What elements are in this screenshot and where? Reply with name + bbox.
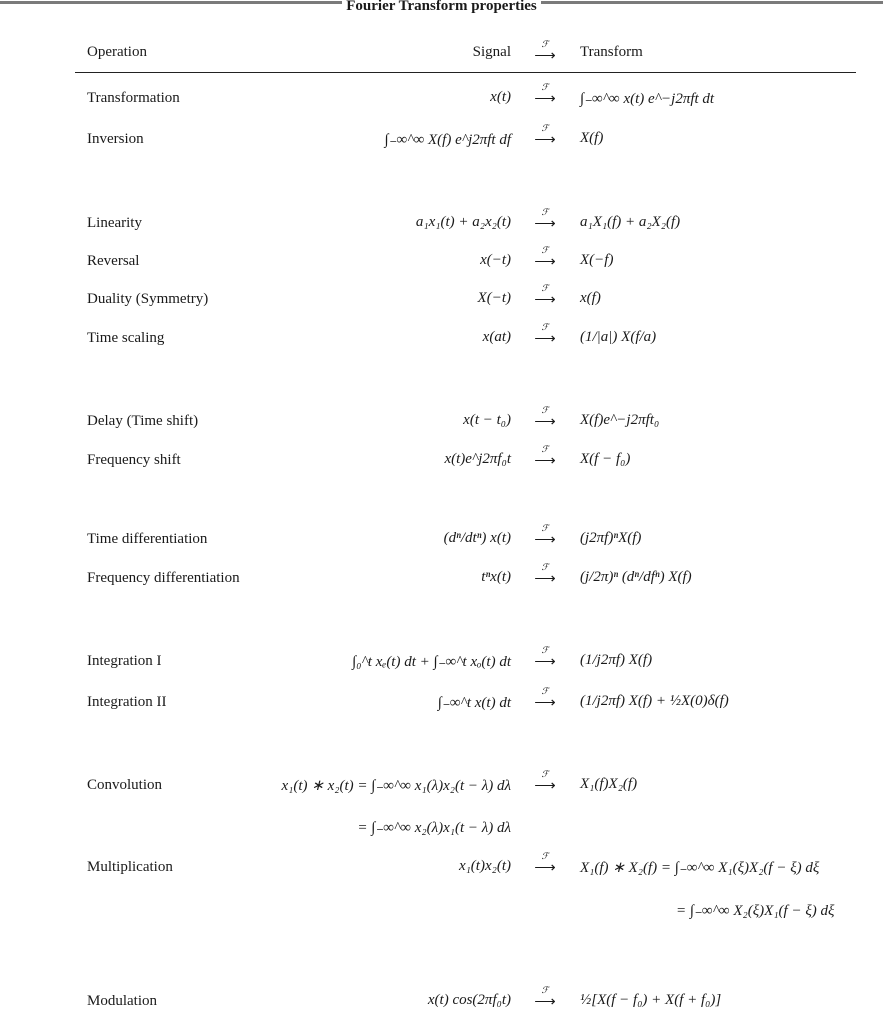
table-row <box>0 444 883 469</box>
signal-expression: a₁x₁(t) + a₂x₂(t) <box>415 214 511 230</box>
transform-arrow: ℱ ⟶ <box>534 523 556 548</box>
operation-label: Frequency differentiation <box>87 570 240 586</box>
transform-expression: X(f − f₀) <box>580 451 631 467</box>
operation-label: Transformation <box>87 90 180 106</box>
operation-label: Time scaling <box>87 330 165 346</box>
signal-expression: ∫₋∞^∞ X(f) e^j2πft df <box>384 132 511 148</box>
table-row <box>0 645 883 670</box>
transform-arrow: ℱ ⟶ <box>534 82 556 107</box>
transform-expression: X(f) <box>580 130 604 146</box>
transform-arrow: ℱ ⟶ <box>534 283 556 308</box>
operation-label: Integration II <box>87 694 167 710</box>
transform-arrow: ℱ ⟶ <box>534 769 556 794</box>
signal-expression: x₁(t) ∗ x₂(t) = ∫₋∞^∞ x₁(λ)x₂(t − λ) dλ <box>281 778 511 794</box>
transform-expression: (1/j2πf) X(f) + ½X(0)δ(f) <box>580 693 729 709</box>
signal-expression: X(−t) <box>477 290 511 306</box>
transform-expression: (1/j2πf) X(f) <box>580 652 653 668</box>
signal-expression: x(t)e^j2πf₀t <box>444 451 511 467</box>
transform-expression: X(f)e^−j2πft₀ <box>580 412 660 428</box>
table-row <box>0 405 883 430</box>
table-row <box>0 283 883 308</box>
signal-expression: = ∫₋∞^∞ x₂(λ)x₁(t − λ) dλ <box>357 820 511 836</box>
transform-arrow: ℱ ⟶ <box>534 985 556 1010</box>
transform-expression: = ∫₋∞^∞ X₂(ξ)X₁(f − ξ) dξ <box>676 903 835 919</box>
signal-expression: x(t) <box>490 89 511 105</box>
signal-expression: x(t − t₀) <box>463 412 511 428</box>
header-rule <box>75 72 856 73</box>
transform-arrow: ℱ ⟶ <box>534 245 556 270</box>
signal-expression: (dⁿ/dtⁿ) x(t) <box>443 530 511 546</box>
table-row <box>0 851 883 876</box>
transform-arrow: ℱ ⟶ <box>534 686 556 711</box>
signal-expression: ∫₋∞^t x(t) dt <box>437 695 511 711</box>
operation-label: Modulation <box>87 993 157 1009</box>
table-row <box>0 985 883 1010</box>
transform-expression: ½[X(f − f₀) + X(f + f₀)] <box>580 992 722 1008</box>
operation-label: Delay (Time shift) <box>87 413 199 429</box>
fourier-symbol: ℱ <box>541 39 549 49</box>
header-transform: Transform <box>580 44 643 60</box>
transform-expression: X₁(f) ∗ X₂(f) = ∫₋∞^∞ X₁(ξ)X₂(f − ξ) dξ <box>580 860 820 876</box>
signal-expression: x₁(t)x₂(t) <box>458 858 511 874</box>
transform-arrow: ℱ ⟶ <box>534 207 556 232</box>
signal-expression: x(t) cos(2πf₀t) <box>427 992 511 1008</box>
operation-label: Frequency shift <box>87 452 181 468</box>
header-operation: Operation <box>87 44 147 60</box>
table-row <box>0 523 883 548</box>
transform-arrow: ℱ ⟶ <box>534 645 556 670</box>
transform-expression: (j/2π)ⁿ (dⁿ/dfⁿ) X(f) <box>580 569 692 585</box>
signal-expression: x(at) <box>482 329 511 345</box>
operation-label: Duality (Symmetry) <box>87 291 209 307</box>
table-row <box>0 769 883 794</box>
page-title: Fourier Transform properties <box>0 0 883 15</box>
table-row <box>0 322 883 347</box>
transform-expression: x(f) <box>580 290 601 306</box>
table-row <box>0 123 883 148</box>
table-row <box>0 562 883 587</box>
header-arrow: ℱ ⟶ <box>534 39 556 64</box>
multiplication-continuation <box>0 903 883 919</box>
transform-expression: (j2πf)ⁿX(f) <box>580 530 642 546</box>
table-row <box>0 686 883 711</box>
operation-label: Multiplication <box>87 859 173 875</box>
signal-expression: ∫₀^t xₑ(t) dt + ∫₋∞^t xₒ(t) dt <box>352 654 511 670</box>
transform-arrow: ℱ ⟶ <box>534 123 556 148</box>
operation-label: Convolution <box>87 777 163 793</box>
transform-arrow: ℱ ⟶ <box>534 562 556 587</box>
signal-expression: tⁿx(t) <box>481 569 511 585</box>
table-row <box>0 207 883 232</box>
transform-arrow: ℱ ⟶ <box>534 405 556 430</box>
transform-expression: X₁(f)X₂(f) <box>580 776 638 792</box>
signal-expression: x(−t) <box>480 252 511 268</box>
table-row <box>0 82 883 107</box>
header-signal: Signal <box>472 44 511 60</box>
operation-label: Time differentiation <box>87 531 208 547</box>
operation-label: Linearity <box>87 215 142 231</box>
transform-expression: a₁X₁(f) + a₂X₂(f) <box>580 214 681 230</box>
operation-label: Integration I <box>87 653 162 669</box>
operation-label: Inversion <box>87 131 144 147</box>
convolution-continuation <box>0 820 883 836</box>
transform-expression: (1/|a|) X(f/a) <box>580 329 657 345</box>
transform-expression: X(−f) <box>580 252 614 268</box>
table-row <box>0 245 883 270</box>
operation-label: Reversal <box>87 253 140 269</box>
transform-expression: ∫₋∞^∞ x(t) e^−j2πft dt <box>580 91 715 107</box>
transform-arrow: ℱ ⟶ <box>534 444 556 469</box>
transform-arrow: ℱ ⟶ <box>534 322 556 347</box>
transform-arrow: ℱ ⟶ <box>534 851 556 876</box>
